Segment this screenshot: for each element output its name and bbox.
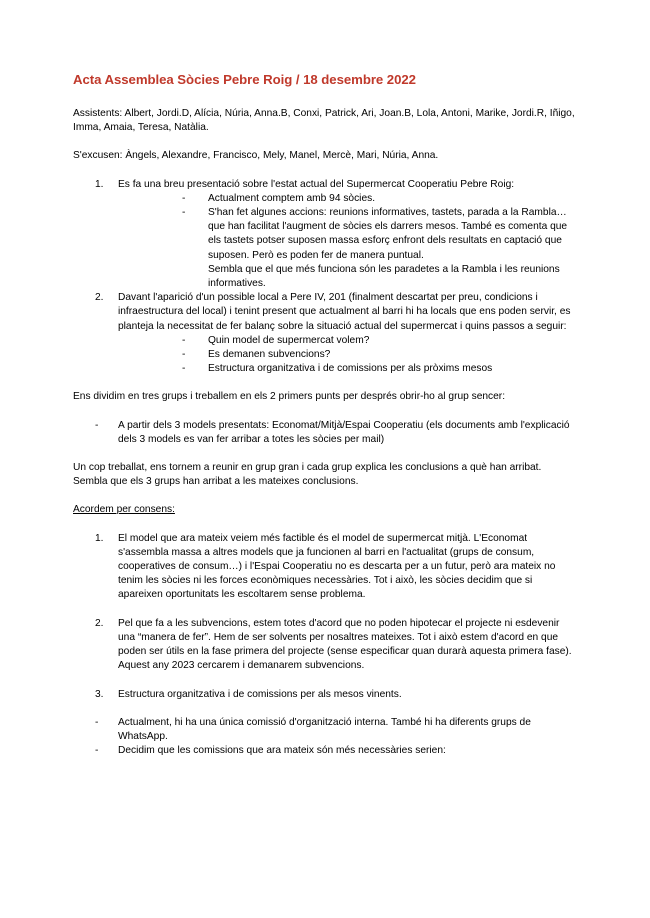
dash-bullet-icon: - [95, 419, 99, 431]
consensus-item-2-text: Pel que fa a les subvencions, estem totes d'acord que no poden hipotecar el projecte ni esdevenir una “manera de fer”. Hem de ser solvents per nosaltres mateixes. Tot i això estem d'acord en que poden ser útils en la fase primera del projecte (sense especificar quan durarà aquesta primera fase). Aquest any 2023 cercarem i demanarem subvencions. [118, 617, 572, 672]
dash-bullet-icon: - [95, 716, 99, 728]
groups-bullet-list [73, 419, 577, 447]
agenda-item-2 [73, 291, 577, 376]
list-item-text: Decidim que les comissions que ara mateix són més necessàries serien: [118, 745, 446, 757]
consensus-item-3 [73, 688, 577, 702]
final-bullet-list [73, 716, 577, 759]
spacer [73, 702, 577, 716]
list-item-text: A partir dels 3 models presentats: Economat/Mitjà/Espai Cooperatiu (els documents amb l'explicació dels 3 models es van fer arribar a totes les sòcies per mail) [118, 419, 570, 445]
consensus-list [73, 532, 577, 702]
list-item-text: Quin model de supermercat volem? [208, 334, 370, 346]
groups-outcome-paragraph: Un cop treballat, ens tornem a reunir en grup gran i cada grup explica les conclusions a què han arribat. Sembla que els 3 grups han arribat a les mateixes conclusions. [73, 462, 542, 488]
list-item [118, 362, 577, 376]
list-item-text: Actualment comptem amb 94 sòcies. [208, 192, 376, 204]
agenda-item-1 [73, 178, 577, 292]
dash-bullet-icon: - [95, 745, 99, 757]
dash-bullet-icon: - [182, 349, 186, 361]
spacer [73, 376, 577, 390]
agenda-item-1-sublist [118, 192, 577, 291]
spacer [73, 447, 577, 461]
groups-intro-paragraph: Ens dividim en tres grups i treballem en els 2 primers punts per després obrir-ho al grup sencer: [73, 391, 506, 403]
dash-bullet-icon: - [182, 363, 186, 375]
consensus-item-3-number: 3. [95, 688, 104, 700]
list-item-text: Estructura organitzativa i de comissions per als pròxims mesos [208, 363, 493, 375]
consensus-item-1 [73, 532, 577, 603]
consensus-item-1-number: 1. [95, 532, 104, 544]
consensus-item-1-text: El model que ara mateix veiem més factible és el model de supermercat mitjà. L'Economat s'assembla massa a altres models que ja funcionen al barri en l'actualitat (grups de consum, cooperatives de consum…) i l'Espai Cooperatiu no es descarta per a un futur, però ara mateix no tenim les sòcies ni les forces econòmiques necessàries. Tot i això, les sòcies decidim que si apareixen oportunitats les escoltarem sense problema. [118, 532, 556, 601]
consensus-item-3-text: Estructura organitzativa i de comissions per als mesos vinents. [118, 688, 402, 700]
list-item [118, 334, 577, 348]
excused-paragraph: S'excusen: Àngels, Alexandre, Francisco, Mely, Manel, Mercè, Mari, Núria, Anna. [73, 150, 439, 162]
list-item [73, 419, 577, 447]
consensus-heading: Acordem per consens: [73, 504, 175, 516]
list-item-text: Actualment, hi ha una única comissió d'organització interna. També hi ha diferents grups de WhatsApp. [118, 716, 531, 742]
dash-bullet-icon: - [182, 192, 186, 204]
list-item-text: S'han fet algunes accions: reunions informatives, tastets, parada a la Rambla… que han facilitat l'augment de sòcies els darrers mesos. També es comenta que els tastets potser suposen massa esforç enfront dels resultats en captació que suposen. Però es poden fer de manera puntual. [208, 207, 568, 261]
dash-bullet-icon: - [182, 207, 186, 219]
consensus-item-2 [73, 617, 577, 674]
agenda-item-2-sublist [118, 334, 577, 377]
consensus-item-2-number: 2. [95, 617, 104, 629]
dash-bullet-icon: - [182, 334, 186, 346]
page-title: Acta Assemblea Sòcies Pebre Roig / 18 desembre 2022 [73, 72, 416, 87]
attendees-paragraph: Assistents: Albert, Jordi.D, Alícia, Núria, Anna.B, Conxi, Patrick, Ari, Joan.B, Lola, Antoni, Marike, Jordi.R, Iñigo, Imma, Amaia, Teresa, Natàlia. [73, 108, 575, 134]
list-item-text-continued: Sembla que el que més funciona són les paradetes a la Rambla i les reunions informatives. [208, 263, 560, 290]
list-item [118, 348, 577, 362]
agenda-item-2-text: Davant l'aparició d'un possible local a Pere IV, 201 (finalment descartat per preu, condicions i infraestructura del local) i tenint present que actualment al barri hi ha locals que ens poden servir, es planteja la necessitat de fer balanç sobre la situació actual del supermercat i quins passos a seguir: [118, 292, 571, 332]
list-item-text: Es demanen subvencions? [208, 349, 331, 361]
agenda-item-2-number: 2. [95, 292, 104, 304]
agenda-list [73, 178, 577, 377]
agenda-item-1-text: Es fa una breu presentació sobre l'estat actual del Supermercat Cooperatiu Pebre Roig: [118, 178, 515, 190]
list-item [118, 192, 577, 206]
list-item [73, 716, 577, 744]
list-item [118, 206, 577, 291]
agenda-item-1-number: 1. [95, 178, 104, 190]
list-item [73, 744, 577, 758]
